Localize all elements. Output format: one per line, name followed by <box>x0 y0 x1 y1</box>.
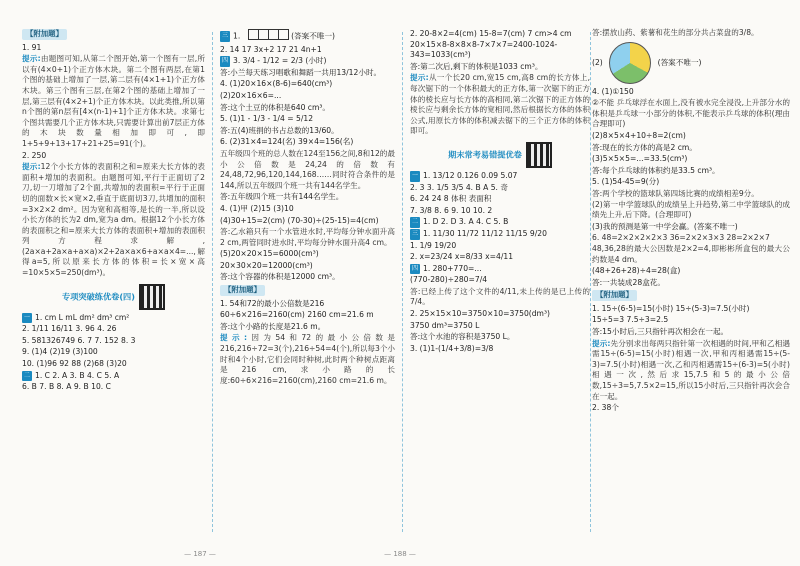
hint-label: 提示: <box>22 162 41 172</box>
answer-line: 答:第二次后,剩下的体积是1033 cm³。 <box>410 61 543 71</box>
answer-line: 7. 3/8 8. 6 9. 10 10. 2 <box>410 205 493 215</box>
answer-paragraph: 五年级四个班的总人数在124至156之间,8和12的最小公倍数是24,24的倍数有24,48,72,96,120,144,168……同时符合条件的是144,所以五年级四个班一共有144名学生。 <box>220 148 395 190</box>
answer-line: 答:五(4)班捐的书占总数的13/60。 <box>220 125 339 135</box>
answer-line: 3750 dm³=3750 L <box>410 320 480 330</box>
answer-line: 60÷6×216=2160(cm) 2160 cm=21.6 m <box>220 310 374 320</box>
bonus-tag: 【附加题】 <box>22 29 67 40</box>
bonus-tag: 【附加题】 <box>592 290 637 301</box>
answer-line: 6. B 7. B 8. A 9. B 10. C <box>22 382 111 392</box>
page-number: — 188 — <box>384 550 416 558</box>
answer-line: 一 1. 13/12 0.126 0.09 5.07 <box>412 170 518 180</box>
answer-line: 答:现在的长方体的高是2 cm。 <box>592 142 697 152</box>
answer-line: 2. 1/11 16/11 3. 96 4. 26 <box>22 324 117 334</box>
hint-label: 提示: <box>220 333 248 343</box>
answer-line: 二 1. D 2. D 3. A 4. C 5. B <box>412 217 509 227</box>
answer-line: 1. 15÷(6-5)=15(小时) 15÷(5-3)=7.5(小时) <box>592 303 750 313</box>
hint-text: 先分别求出每两只指针第一次相遇的时间,甲和乙相遇需15÷(6-5)=15(小时)相遇一次,甲和丙相遇需15÷(5-3)=7.5(小时)相遇一次,乙和丙相遇需15÷(6-3)=5(小时)相遇一次,然后求15,7.5和5的最小公倍数,15÷3=5,7.5×2=15,所以15小时后,三只指针再次会合在一起。 <box>592 338 790 401</box>
answer-line: 15÷5=3 7.5÷3=2.5 <box>592 315 669 325</box>
answer-line: 四 1. 280+770=... <box>412 263 482 273</box>
answer-line: 4. (1)20×16×(8-6)=640(cm³) <box>220 79 333 89</box>
answer-line: (5)20×20×15=6000(cm³) <box>220 249 319 259</box>
answer-line: (2) (答案不唯一) <box>592 40 790 86</box>
answer-line: 5. 581326749 6. 7 7. 152 8. 3 <box>22 335 136 345</box>
hint-5 <box>592 339 790 403</box>
answer-line: 10. (1)96 92 88 (2)68 (3)20 <box>22 359 127 369</box>
answer-line: 答:这个小路的长度是21.6 m。 <box>220 321 326 331</box>
hint-label: 提示: <box>592 338 611 348</box>
page-number: — 187 — <box>184 550 216 558</box>
answer-line: 4. (1)①150 <box>592 86 634 96</box>
answer-line: (2)20×16×6=... <box>220 90 282 100</box>
answer-line: (3)5×5×5=...=33.5(cm³) <box>592 154 688 164</box>
hint-text: 由题图可知,从第二个图开始,第一个图有一层,所以有(4×0+1)个正方体木块。第二个图有两层,在第1个图的基础上增加了一层,第二层有(4×1+1)个正方体木块。第三个图有三层,在第2个图的基础上增加了一层,第三层有(4×2+1)个正方体木块。以此类推,所以第n个图的第n层有[4×(n-1)+1]个正方体木块。求第七个图共需要几个正方体木块,只需要计算出前7层正方体的木块数量相加即可,即1+5+9+13+17+21+25=91(个)。 <box>22 54 205 148</box>
answer-line: (3)我的预测是第一中学会赢。(答案不唯一) <box>592 221 738 231</box>
answer-line: 6. 24 24 8 体积 表面积 <box>410 194 492 204</box>
answer-line: 20×30×20=12000(cm³) <box>220 260 313 270</box>
answer-paragraph: 答:乙水箱只有一个水管进水时,平均每分钟水面升高2 cm,两管同时进水时,平均每分钟水面升高4 cm。 <box>220 227 395 247</box>
answer-line: 2. 3 3. 1/5 3/5 4. B A 5. 奇 <box>410 182 508 192</box>
answer-line: 2. 20-8×2=4(cm) 15-8=7(cm) 7 cm>4 cm 20×15×8-8×8×8-7×7×7=2400-1024-343=1033(cm³) <box>410 29 572 60</box>
hint-text: 因为54和72的最小公倍数是216,216÷72=3(个),216÷54=4(个),所以每3个小时和4个小时,它们会同时种树,此时两个种树点距离是216 cm,求小路的长度:60÷6×216=2160(cm),2160 cm=21.6 m。 <box>220 333 396 385</box>
answer-paragraph: 答:两个学校的篮球队第四场比赛的成绩相差9分。 <box>592 188 759 198</box>
answer-paragraph: (2)第一中学篮球队的成绩呈上升趋势,第二中学篮球队的成绩先上升,后下降。(合理即可) <box>592 199 790 220</box>
answer-line: 答:15小时后,三只指针再次相会在一起。 <box>592 327 729 337</box>
hint-label: 提示: <box>410 73 429 83</box>
answer-line: 2. 14 17 3x+2 17 21 4n+1 <box>220 44 322 54</box>
answer-line: 2. 25×15×10=3750×10=3750(dm³) <box>410 309 550 319</box>
answer-line: 三 1. 11/30 11/72 11/12 11/15 9/20 <box>412 228 547 238</box>
page-divider <box>402 32 403 532</box>
answer-line: 三 1. (答案不唯一) <box>220 29 395 44</box>
answer-line: 答:一共装成28盒花。 <box>592 277 665 287</box>
bonus-tag: 【附加题】 <box>220 285 265 296</box>
section-title: 专项突破练优卷(四) <box>22 284 205 310</box>
answer-line: 一 1. cm L mL dm² dm³ cm² <box>24 312 130 322</box>
answer-line: 答:这个容器的体积是12000 cm³。 <box>220 272 340 282</box>
answer-1: 1. 91 <box>22 42 42 52</box>
answer-line: 答:五年级四个班一共有144名学生。 <box>220 192 344 202</box>
answer-line: 2. 38个 <box>592 403 619 413</box>
answer-line: 答:每个乒乓球的体积约是33.5 cm³。 <box>592 165 720 175</box>
right-column-2 <box>592 28 790 415</box>
hint-text: 12个小长方体的表面积之和=原来大长方体的表面积+增加的表面积。由题图可知,平行于正面切了2刀,切一刀增加了2个面,共增加的表面积=平行于正面切的面数×长×宽×2,垂直于底面切3刀,共增加的面积=3×2×2 dm²。因为宽和高相等,是长的一半,所以设小长方体的长为2 dm,宽为a dm。根据12个小长方体的表面积之和=原来大长方体的表面积+增加的表面积列方程求解,(2a×a+2a×a+a×a)×2+2a×a×6+a×a×4=...,解得a=5,所以原来长方体的体积=长×宽×高=10×5×5=250(dm³)。 <box>22 162 205 278</box>
answer-line: 四 3. 3/4 - 1/12 = 2/3 (小时) <box>222 56 327 66</box>
right-column-1 <box>410 28 590 355</box>
pie-figure <box>609 42 651 84</box>
answer-line: 3. (1)1-(1/4+3/8)=3/8 <box>410 343 494 353</box>
answer-line: 二 1. C 2. A 3. B 4. C 5. A <box>24 370 120 380</box>
answer-line: (2)8×5×4+10÷8=2(cm) <box>592 130 686 140</box>
hint-label: 提示: <box>22 54 41 64</box>
hint-4 <box>410 73 590 137</box>
answer-line: 9. (1)4 (2)19 (3)100 <box>22 347 98 357</box>
answer-line: 5. (1)54-45=9(分) <box>592 177 660 187</box>
answer-line: 4. (1)甲 (2)15 (3)10 <box>220 203 294 213</box>
answer-line: 6. (2)31×4=124(名) 39×4=156(名) <box>220 137 354 147</box>
answer-paragraph: 48,36,28的最大公因数是2×2=4,即彬彬所盒包的最大公约数是4 dm。 <box>592 243 790 264</box>
answer-line: 答:小兰每天练习唱歌和舞蹈一共用13/12小时。 <box>220 67 382 77</box>
hint-text: 从一个长20 cm,宽15 cm,高8 cm的长方体上,每次锯下的一个体积最大的正方体,第一次锯下的正方体的棱长应与长方体的高相同,第二次锯下的正方体的棱长应与剩余长方体的宽相同,然后根据长方体的体积公式,用原长方体的体积减去锯下的三个正方体的体积即可。 <box>410 73 590 136</box>
answer-line: 1. 54和72的最小公倍数是216 <box>220 298 325 308</box>
qr-code-icon <box>526 142 552 168</box>
answer-line: (770-280)÷280=7/4 <box>410 275 488 285</box>
answer-line: 答:这个土豆的体积是640 cm³。 <box>220 102 331 112</box>
column-divider <box>590 32 591 532</box>
answer-2: 2. 250 <box>22 150 47 160</box>
answer-line: 答:这个水池的容积是3750 L。 <box>410 332 515 342</box>
answer-line: 5. (1)1 - 1/3 - 1/4 = 5/12 <box>220 114 314 124</box>
answer-paragraph: ②不能 乒乓球浮在水面上,没有被水完全浸没,上升部分水的体积是乒乓球一小部分的体积,不能表示乒乓球的体积(理由合理即可) <box>592 98 790 129</box>
answer-line: (4)30+15=2(cm) (70-30)÷(25-15)=4(cm) <box>220 215 379 225</box>
answer-paragraph: 6. 48=2×2×2×2×3 36=2×2×3×3 28=2×2×7 <box>592 233 770 243</box>
answer-paragraph: 答:已经上传了这个文件的4/11,未上传的是已上传的7/4。 <box>410 286 590 307</box>
answer-line: (48+26+28)÷4=28(盒) <box>592 266 681 276</box>
answer-line: 1. 1/9 19/20 <box>410 240 457 250</box>
answer-line: 2. x=23/24 x=8/33 x=4/11 <box>410 252 514 262</box>
section-title: 期末常考易错提优卷 <box>410 142 590 168</box>
answer-paragraph: 答:摆放山药、紫薯和花生的部分共占菜盘的3/8。 <box>592 28 759 37</box>
